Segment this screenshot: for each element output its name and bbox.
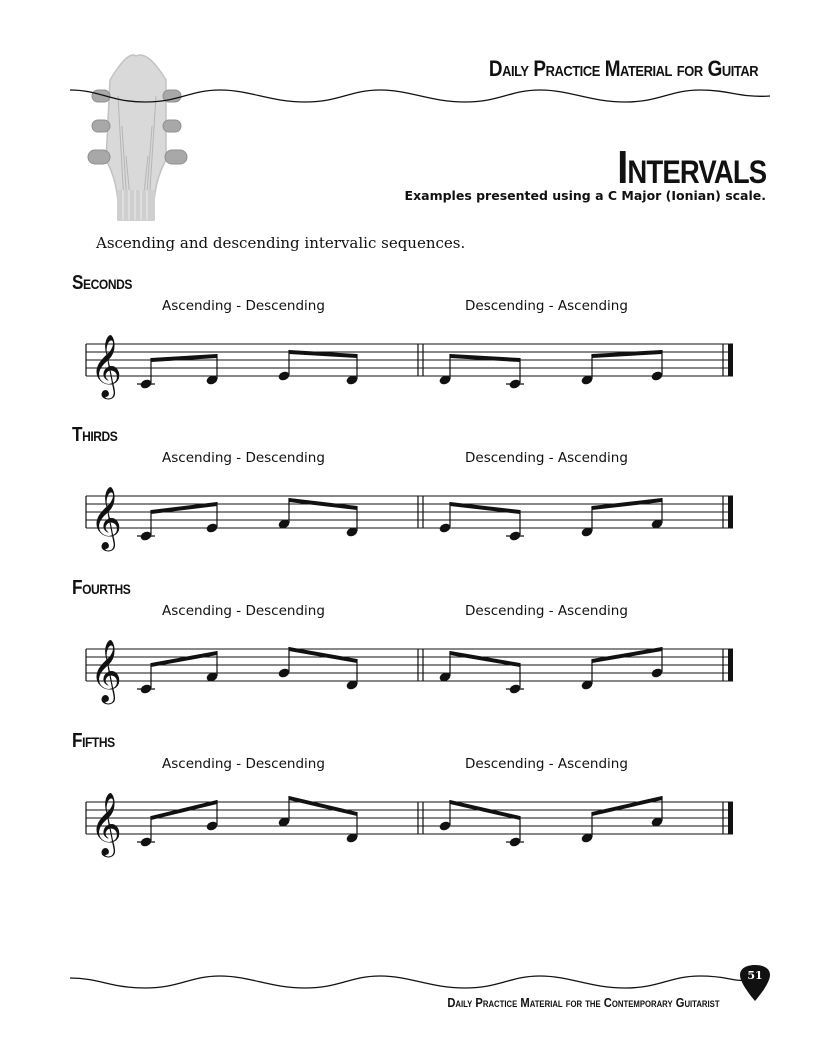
guitar-headstock-illustration bbox=[70, 50, 200, 225]
section-thirds bbox=[0, 424, 816, 576]
label-descending-ascending: Descending - Ascending bbox=[465, 450, 628, 466]
label-ascending-descending: Ascending - Descending bbox=[162, 756, 325, 772]
section-heading: Fifths bbox=[72, 730, 115, 752]
eighth-note-beam bbox=[289, 796, 357, 816]
section-seconds bbox=[0, 272, 816, 424]
eighth-note-beam bbox=[592, 350, 662, 358]
header-book-title: Daily Practice Material for Guitar bbox=[488, 56, 758, 81]
header-wave-divider bbox=[70, 84, 770, 108]
page-title: Intervals bbox=[616, 141, 766, 193]
section-fourths bbox=[0, 577, 816, 729]
section-fifths bbox=[0, 730, 816, 882]
label-ascending-descending: Ascending - Descending bbox=[162, 603, 325, 619]
page-subtitle: Examples presented using a C Major (Ionian) scale. bbox=[404, 188, 766, 203]
final-barline-thick bbox=[728, 802, 733, 834]
music-staff bbox=[0, 272, 816, 412]
label-ascending-descending: Ascending - Descending bbox=[162, 298, 325, 314]
music-staff bbox=[0, 424, 816, 564]
treble-clef-icon: 𝄞 bbox=[90, 639, 122, 702]
final-barline-thick bbox=[728, 496, 733, 528]
eighth-note-beam bbox=[289, 350, 357, 358]
page-number: 51 bbox=[747, 969, 763, 982]
final-barline-thick bbox=[728, 649, 733, 681]
eighth-note-beam bbox=[592, 796, 662, 816]
music-staff bbox=[0, 730, 816, 870]
eighth-note-beam bbox=[450, 354, 520, 362]
section-heading: Fourths bbox=[72, 577, 131, 599]
label-descending-ascending: Descending - Ascending bbox=[465, 603, 628, 619]
label-descending-ascending: Descending - Ascending bbox=[465, 298, 628, 314]
footer-book-title: Daily Practice Material for the Contemporary Guitarist bbox=[447, 995, 720, 1010]
label-descending-ascending: Descending - Ascending bbox=[465, 756, 628, 772]
eighth-note-beam bbox=[151, 354, 217, 362]
section-heading: Seconds bbox=[72, 272, 132, 294]
intro-text: Ascending and descending intervalic sequences. bbox=[96, 234, 466, 252]
footer-wave-divider bbox=[70, 968, 750, 992]
final-barline-thick bbox=[728, 344, 733, 376]
treble-clef-icon: 𝄞 bbox=[90, 486, 122, 549]
section-heading: Thirds bbox=[72, 424, 118, 446]
label-ascending-descending: Ascending - Descending bbox=[162, 450, 325, 466]
treble-clef-icon: 𝄞 bbox=[90, 334, 122, 397]
music-staff bbox=[0, 577, 816, 717]
treble-clef-icon: 𝄞 bbox=[90, 792, 122, 855]
